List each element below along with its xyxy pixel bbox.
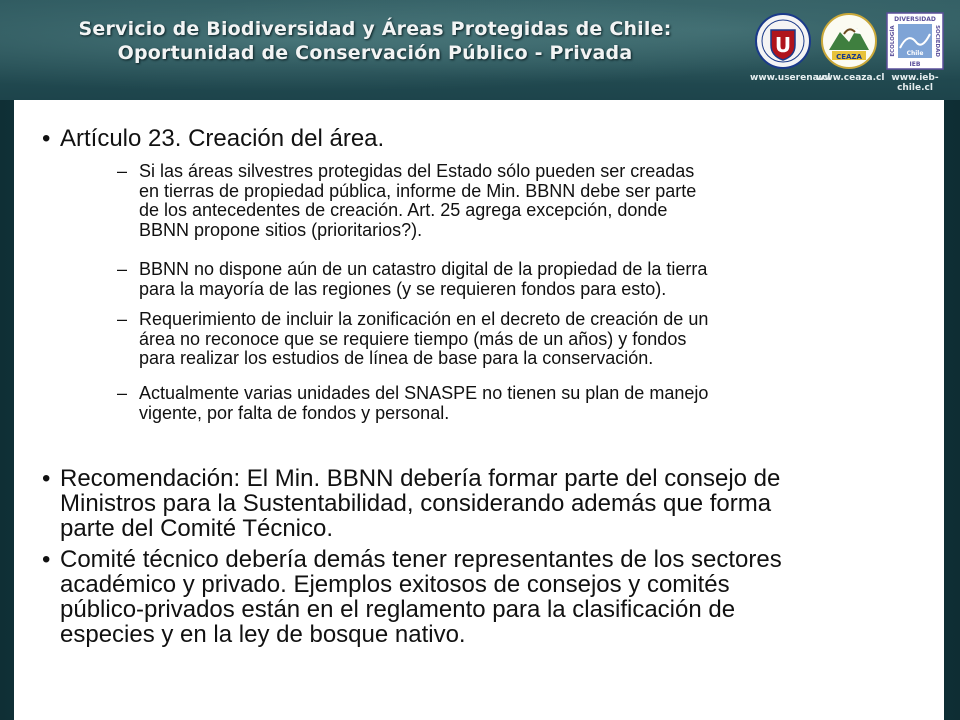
- ceaza-logo: [820, 12, 878, 70]
- bullet-line: Recomendación: El Min. BBNN debería formar parte del consejo de: [60, 465, 781, 492]
- subitem-marker: –: [117, 161, 128, 181]
- ieb-right-text: SOCIEDAD: [934, 25, 940, 57]
- header-title-line2: Oportunidad de Conservación Público - Privada: [117, 42, 633, 64]
- subitem-line: Si las áreas silvestres protegidas del Estado sólo pueden ser creadas: [139, 161, 695, 181]
- subitem-line: en tierras de propiedad pública, informe de Min. BBNN debe ser parte: [139, 180, 697, 201]
- subitem-areas-silvestres: [117, 161, 909, 240]
- bullet-marker: •: [42, 546, 51, 573]
- subitem-line: BBNN propone sitios (prioritarios?).: [139, 219, 423, 240]
- userena-logo: [754, 12, 812, 70]
- subitem-line: para realizar los estudios de línea de base para la conservación.: [139, 348, 654, 368]
- bullet-articulo-23: [42, 125, 910, 152]
- ieb-left-text: ECOLOGÍA: [890, 25, 896, 57]
- subitem-catastro: [117, 259, 909, 299]
- subitem-line: para la mayoría de las regiones (y se requieren fondos para esto).: [139, 278, 667, 299]
- ieb-inner-text: Chile: [906, 50, 924, 57]
- bullet-marker: •: [42, 465, 51, 492]
- subitem-zonificacion: [117, 309, 909, 369]
- svg-text:U: U: [774, 33, 792, 57]
- bullet-recomendacion: [42, 465, 910, 542]
- bullet-comite-tecnico: [42, 546, 910, 648]
- subitem-marker: –: [117, 383, 128, 403]
- ieb-bottom-text: IEB: [909, 61, 921, 68]
- subitem-line: BBNN no dispone aún de un catastro digital de la propiedad de la tierra: [139, 259, 708, 279]
- bullet-marker: •: [42, 125, 51, 152]
- subitem-marker: –: [117, 259, 128, 279]
- partner-logos: [750, 12, 950, 93]
- header-title-line1: Servicio de Biodiversidad y Áreas Protegidas de Chile:: [78, 18, 672, 40]
- slide-header: [0, 0, 960, 100]
- subitem-line: Requerimiento de incluir la zonificación en el decreto de creación de un: [139, 309, 709, 329]
- ieb-top-text: DIVERSIDAD: [894, 16, 936, 23]
- bullet-line: público-privados están en el reglamento para la clasificación de: [60, 596, 736, 623]
- subitem-line: área no reconoce que se requiere tiempo (más de un años) y fondos: [139, 328, 687, 349]
- slide-body: [14, 100, 944, 720]
- ceaza-url: www.ceaza.cl: [816, 73, 885, 83]
- bullet-text: Artículo 23. Creación del área.: [60, 125, 385, 152]
- ceaza-inner-text: CEAZA: [836, 53, 862, 61]
- bullet-line: especies y en la ley de bosque nativo.: [60, 621, 466, 648]
- ieb-logo: [886, 12, 944, 70]
- userena-url: www.userena.cl: [750, 73, 831, 83]
- bullet-line: académico y privado. Ejemplos exitosos de consejos y comités: [60, 571, 730, 598]
- subitem-snaspe: [117, 383, 909, 423]
- bullet-line: Ministros para la Sustentabilidad, considerando además que forma: [60, 490, 772, 517]
- subitem-line: Actualmente varias unidades del SNASPE no tienen su plan de manejo: [139, 383, 709, 403]
- subitem-marker: –: [117, 309, 128, 329]
- ieb-url: www.ieb-chile.cl: [891, 73, 939, 93]
- bullet-line: Comité técnico debería demás tener representantes de los sectores: [60, 546, 782, 573]
- subitem-line: vigente, por falta de fondos y personal.: [139, 402, 450, 423]
- bullet-line: parte del Comité Técnico.: [60, 515, 334, 542]
- subitem-line: de los antecedentes de creación. Art. 25 agrega excepción, donde: [139, 200, 668, 220]
